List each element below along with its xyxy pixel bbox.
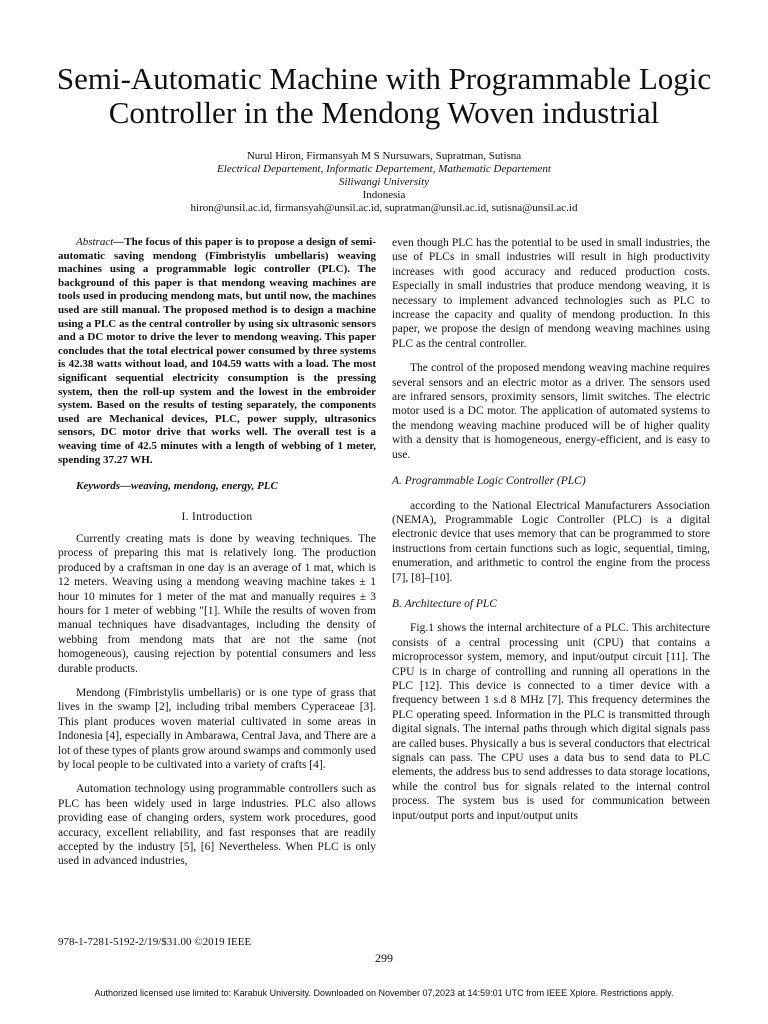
- author-names: Nurul Hiron, Firmansyah M S Nursuwars, Supratman, Sutisna: [246, 150, 522, 162]
- keywords: Keywords—weaving, mendong, energy, PLC: [76, 480, 278, 493]
- isbn-copyright: 978-1-7281-5192-2/19/$31.00 ©2019 IEEE: [58, 936, 252, 948]
- intro-paragraph-2: Mendong (Fimbristylis umbellaris) or is one type of grass that lives in the swamp [2], including tribal members Cyperaceae [3]. This plant produces woven material cultivated in some areas in Indonesia [4], especially in Ambarawa, Central Java, and There are a lot of these types of plants grow around swamps and commonly used by local people to be cultivated into a variety of crafts [4].: [58, 686, 376, 771]
- page-number: 299: [375, 951, 393, 965]
- subsection-heading-plc: A. Programmable Logic Controller (PLC): [392, 475, 586, 488]
- abstract: [58, 236, 376, 467]
- subsection-heading-architecture: B. Architecture of PLC: [392, 597, 497, 610]
- architecture-paragraph: Fig.1 shows the internal architecture of a PLC. This architecture consists of a central processing unit (CPU) that contains a microprocessor system, memory, and input/output circuit [11]. The CPU is in charge of controlling and running all operations in the PLC [12]. This device is connected to a timer device with a frequency between 1 s.d 8 MHz [7]. This frequency determines the PLC operating speed. Information in the PLC is transmitted through digital signals. The internal paths through which digital signals pass are called buses. Physically a bus is several conductors that electrical signals can pass. The CPU uses a data bus to send data to PLC elements, the address bus to send addresses to data storage locations, while the control bus for signals related to the internal control process. The system bus is used for communication between input/output ports and input/output units: [392, 622, 710, 822]
- left-column: [58, 236, 376, 869]
- university: Siliwangi University: [338, 176, 430, 188]
- right-column: [392, 236, 710, 823]
- intro-paragraph-3: Automation technology using programmable controllers such as PLC has been widely used in large industries. PLC also allows providing ease of changing orders, system work procedures, good accuracy, excellent reliability, and fast responses that are readily accepted by the industry [5], [6] Nevertheless. When PLC is only used in advanced industries,: [58, 783, 376, 868]
- section-heading-introduction: I. Introduction: [181, 510, 253, 523]
- abstract-label: Abstract: [76, 236, 114, 248]
- plc-definition-paragraph: according to the National Electrical Manufacturers Association (NEMA), Programmable Logic Controller (PLC) is a digital electronic device that uses memory that can be programmed to store instructions from certain functions such as logic, sequential, timing, enumeration, and arithmetic to control the engine from the process [7], [8]–[10].: [392, 499, 710, 584]
- affiliation: Electrical Departement, Informatic Departement, Mathematic Departement: [217, 163, 551, 175]
- license-notice: Authorized licensed use limited to: Karabuk University. Downloaded on November 07,2023 at 14:59:01 UTC from IEEE Xplore. Restrictions apply.: [94, 988, 674, 998]
- right-paragraph-2: The control of the proposed mendong weaving machine requires several sensors and an electric motor as a driver. The sensors used are infrared sensors, proximity sensors, limit switches. The electric motor used is a DC motor. The application of automated systems to the mendong weaving machine produced will be of higher quality with a density that is homogeneous, energy-efficient, and is easy to use.: [392, 362, 710, 461]
- author-block: [40, 150, 728, 215]
- author-emails: hiron@unsil.ac.id, firmansyah@unsil.ac.id, supratman@unsil.ac.id, sutisna@unsil.ac.id: [190, 202, 578, 214]
- abstract-text: —The focus of this paper is to propose a design of semi-automatic saving mendong (Fimbristylis umbellaris) weaving machines using a programmable logic controller (PLC). The background of this paper is that mendong weaving machines are tools used in producing mendong mats, but until now, the machines used are still manual. The proposed method is to design a machine using a PLC as the central controller by using six ultrasonic sensors and a DC motor to drive the lever to mendong weaving. This paper concludes that the total electrical power consumed by three systems is 42.38 watts without load, and 104.59 watts with a load. The most significant sequential electricity consumption is the pressing system, then the roll-up system and the lowest in the embroider system. Based on the results of testing separately, the components used are Mechanical devices, PLC, power supply, ultrasonics sensors, DC motor drive that works well. The overall test is a weaving time of 42.5 minutes with a length of webbing of 1 meter, spending 37.27 WH.: [58, 236, 376, 466]
- intro-paragraph-1: Currently creating mats is done by weaving techniques. The process of preparing this mat is relatively long. The production produced by a craftsman in one day is an average of 1 mat, which is 12 meters. Weaving using a mendong weaving machine takes ± 1 hour 10 minutes for 1 meter of the mat and manually requires ± 3 hours for 1 meter of webbing "[1]. While the results of woven from manual techniques have disadvantages, including the density of webbing from mendong mats that are not the same (not homogeneous), causing rejection by potential consumers and less durable products.: [58, 532, 376, 675]
- paper-title: Semi-Automatic Machine with Programmable Logic Controller in the Mendong Woven industrial: [56, 61, 712, 130]
- right-paragraph-1: even though PLC has the potential to be used in small industries, the use of PLCs in small industries will result in high productivity increases with good accuracy and reduced production costs. Especially in small industries that produce mendong weaving, it is necessary to implement advanced technologies such as PLC to increase the capacity and quality of mendong production. In this paper, we propose the design of mendong weaving machines using PLC as the central controller.: [392, 237, 710, 350]
- country: Indonesia: [362, 189, 406, 201]
